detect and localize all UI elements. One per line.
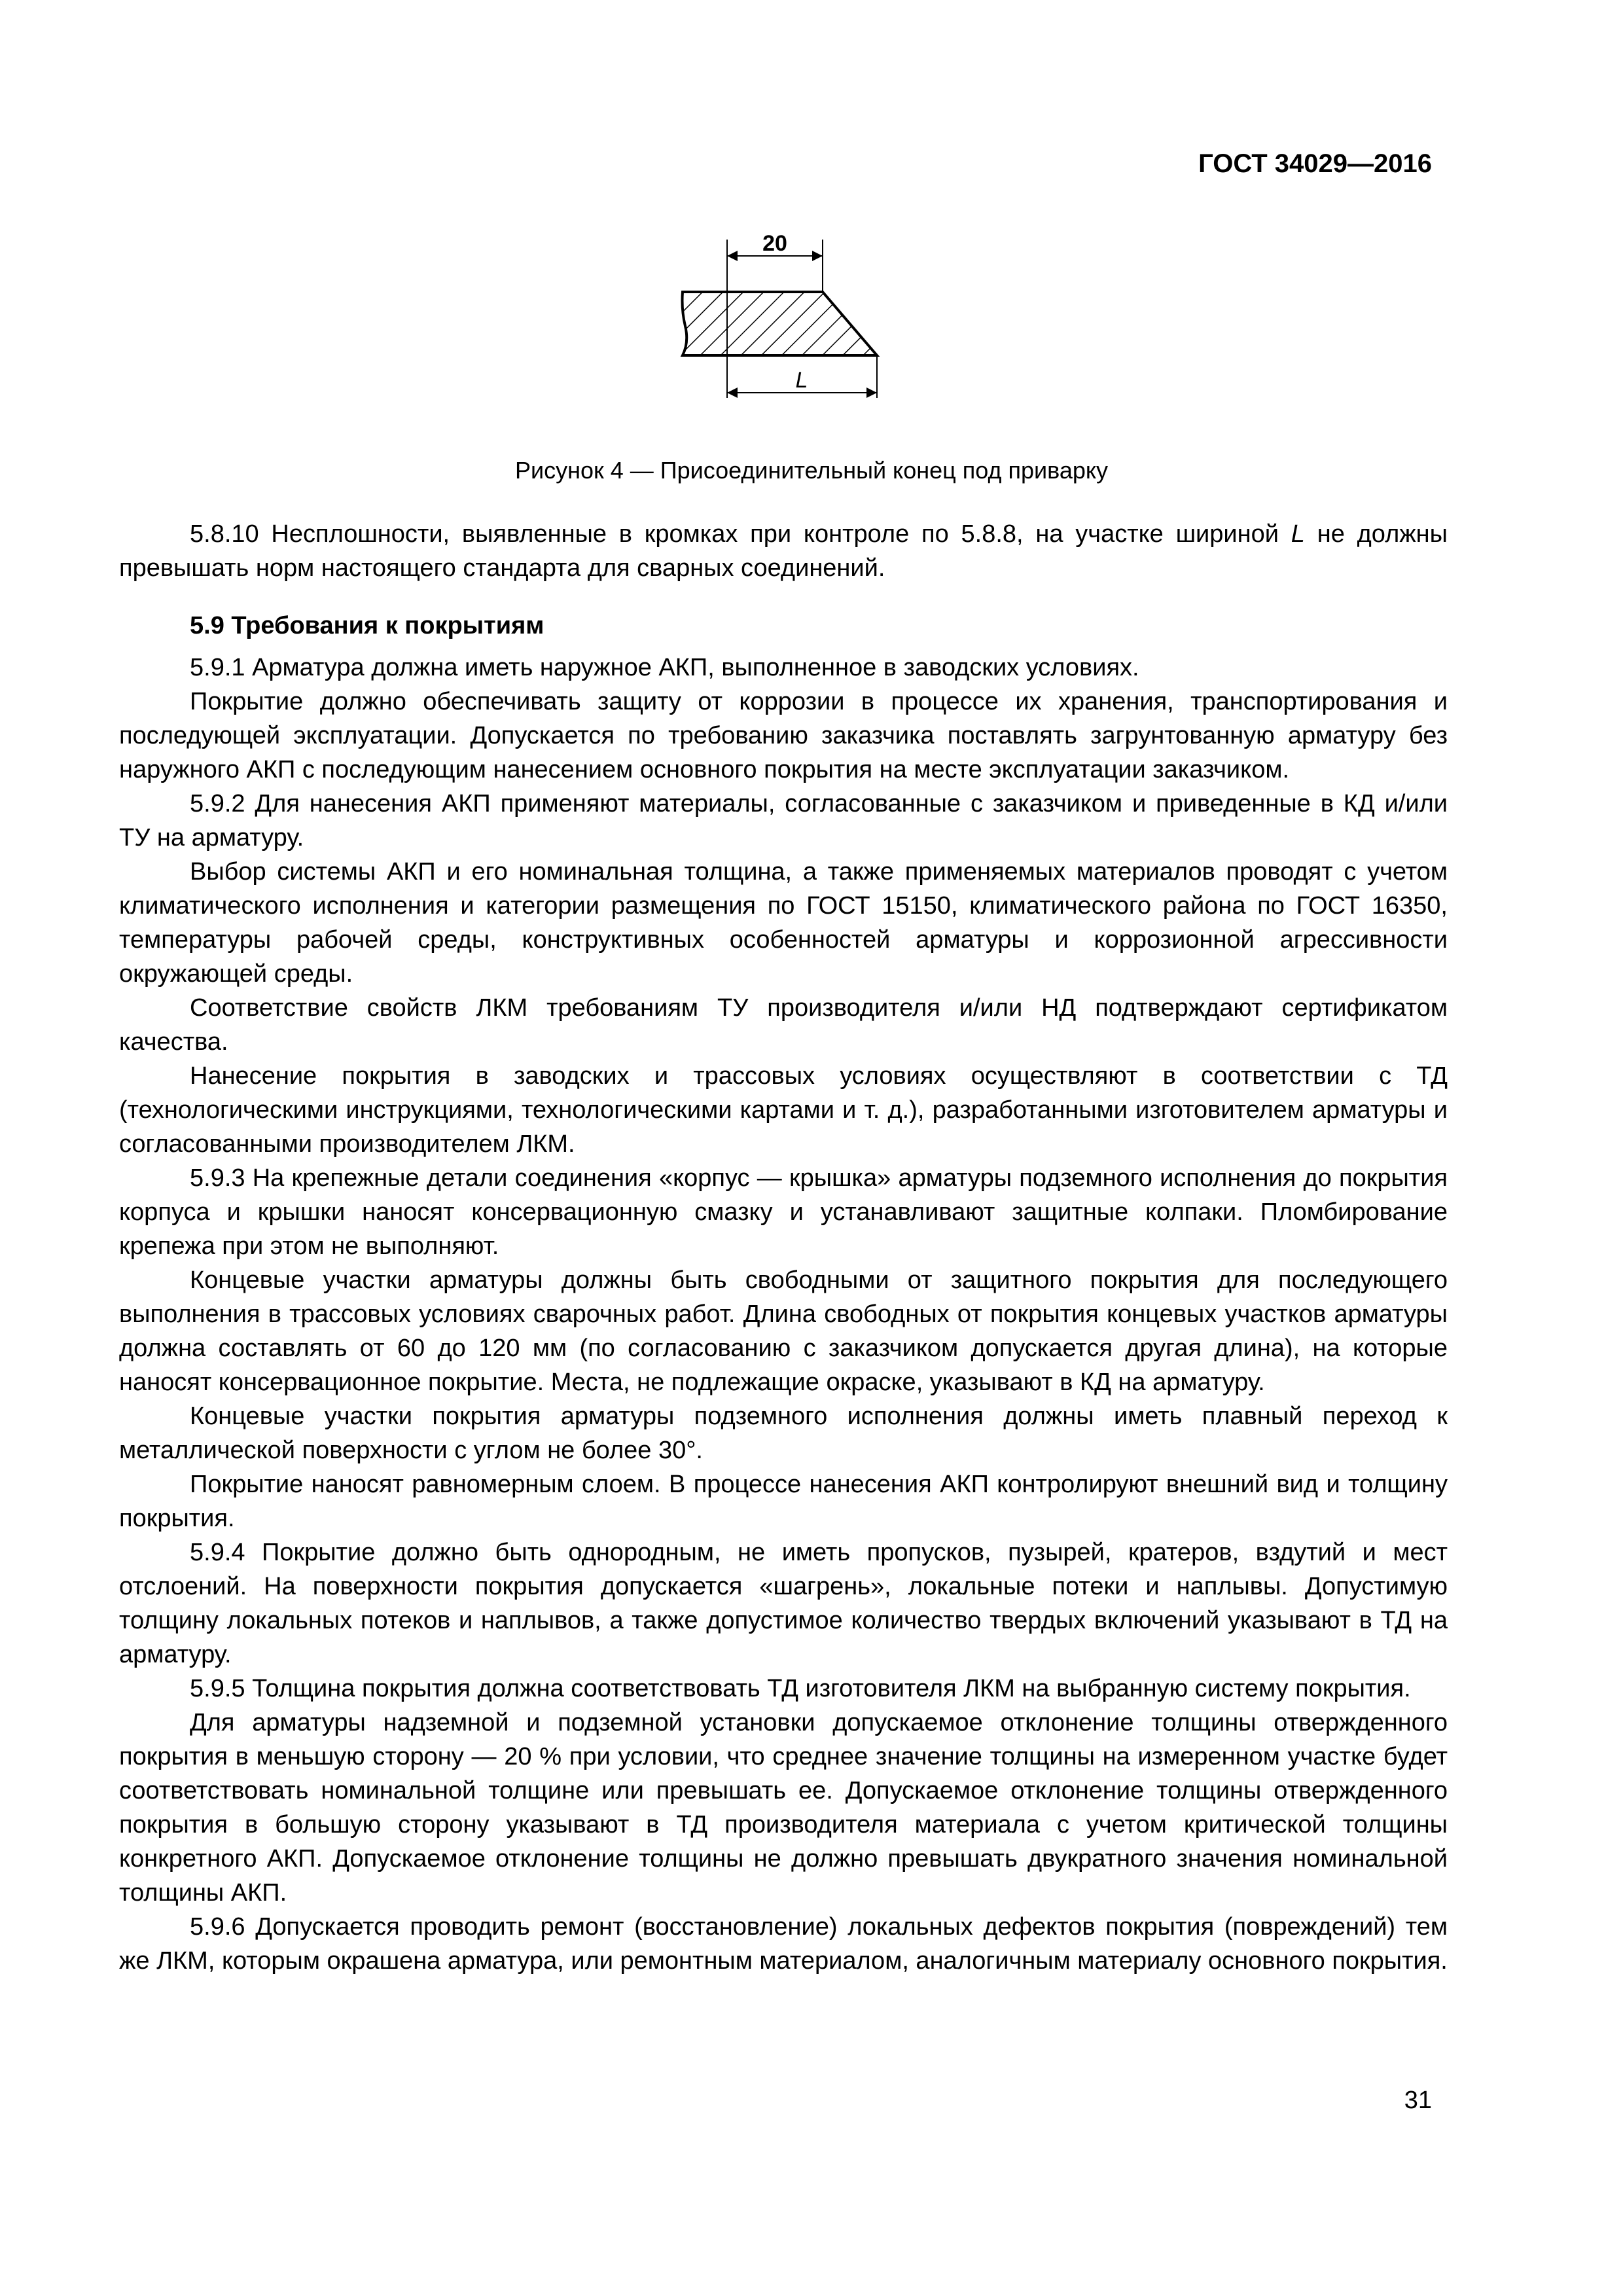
paragraph: Выбор системы АКП и его номинальная толщина, а также применяемых материалов проводят с учетом климатического исполнения и категории размещения по ГОСТ 15150, климатического района по ГОСТ 16350, температуры рабочей среды, конструктивных особенностей арматуры и коррозионной агрессивности окружающей среды. — [119, 858, 1448, 988]
paragraph: Покрытие должно обеспечивать защиту от коррозии в процессе их хранения, транспортирования и последующей эксплуатации. Допускается по требованию заказчика поставлять загрунтованную арматуру без наружного АКП с последующим нанесением основного покрытия на месте эксплуатации заказчиком. — [119, 688, 1448, 783]
paragraph: Покрытие наносят равномерным слоем. В процессе нанесения АКП контролируют внешний вид и толщину покрытия. — [119, 1471, 1448, 1532]
paragraph: Концевые участки арматуры должны быть свободными от защитного покрытия для последующего выполнения в трассовых условиях сварочных работ. Длина свободных от покрытия концевых участков арматуры должна составлять от 60 до 120 мм (по согласованию с заказчиком допускается другая длина), на которые наносят консервационное покрытие. Места, не подлежащие окраске, указывают в КД на арматуру. — [119, 1266, 1448, 1396]
page-number: 31 — [1404, 2087, 1432, 2114]
paragraph-text: 5.8.10 Несплошности, выявленные в кромках при контроле по 5.8.8, на участке шириной — [190, 520, 1291, 548]
document-body — [119, 517, 1448, 1978]
document-id-header: ГОСТ 34029—2016 — [1198, 149, 1432, 178]
paragraph: 5.9.1 Арматура должна иметь наружное АКП, выполненное в заводских условиях. — [190, 654, 1139, 681]
paragraph: Соответствие свойств ЛКМ требованиям ТУ производителя и/или НД подтверждают сертификатом качества. — [119, 994, 1448, 1056]
paragraph-5-8-10 — [119, 517, 1448, 585]
paragraph: 5.9.2 Для нанесения АКП применяют материалы, согласованные с заказчиком и приведенные в КД и/или ТУ на арматуру. — [119, 790, 1448, 852]
paragraph: 5.9.5 Толщина покрытия должна соответствовать ТД изготовителя ЛКМ на выбранную систему покрытия. — [190, 1675, 1411, 1702]
symbol-l: L — [1291, 520, 1305, 548]
dimension-label-top: 20 — [762, 231, 787, 256]
paragraph: Концевые участки покрытия арматуры подземного исполнения должны иметь плавный переход к металлической поверхности с углом не более 30°. — [119, 1403, 1448, 1464]
paragraph: Для арматуры надземной и подземной установки допускаемое отклонение толщины отвержденного покрытия в меньшую сторону — 20 % при условии, что среднее значение толщины на измеренном участке будет соответствовать номинальной толщине или превышать ее. Допускаемое отклонение толщины отвержденного покрытия в большую сторону указывают в ТД производителя материала с учетом критической толщины конкретного АКП. Допускаемое отклонение толщины не должно превышать двукратного значения номинальной толщины АКП. — [119, 1709, 1448, 1907]
hatched-section — [683, 292, 878, 355]
section-heading-5-9: 5.9 Требования к покрытиям — [190, 612, 544, 639]
paragraph: Нанесение покрытия в заводских и трассовых условиях осуществляют в соответствии с ТД (технологическими инструкциями, технологическими картами и т. д.), разработанными изготовителем арматуры и согласованными производителем ЛКМ. — [119, 1062, 1448, 1158]
paragraph: 5.9.6 Допускается проводить ремонт (восстановление) локальных дефектов покрытия (повреждений) тем же ЛКМ, которым окрашена арматура, или ремонтным материалом, аналогичным материалу основного покрытия. — [119, 1913, 1448, 1975]
paragraph-text: не должны превышать норм настоящего стандарта для сварных соединений. — [119, 520, 1448, 582]
dimension-label-bottom: L — [795, 368, 808, 393]
figure-caption: Рисунок 4 — Присоединительный конец под приварку — [514, 457, 1109, 484]
paragraph: 5.9.3 На крепежные детали соединения «корпус — крышка» арматуры подземного исполнения до покрытия корпуса и крышки наносят консервационную смазку и устанавливают защитные колпаки. Пломбирование крепежа при этом не выполняют. — [119, 1164, 1448, 1260]
paragraph: 5.9.4 Покрытие должно быть однородным, не иметь пропусков, пузырей, кратеров, вздутий и мест отслоений. На поверхности покрытия допускается «шагрень», локальные потеки и наплывы. Допустимую толщину локальных потеков и наплывов, а также допустимое количество твердых включений указывают в ТД на арматуру. — [119, 1539, 1448, 1668]
weld-end-figure — [664, 228, 926, 418]
